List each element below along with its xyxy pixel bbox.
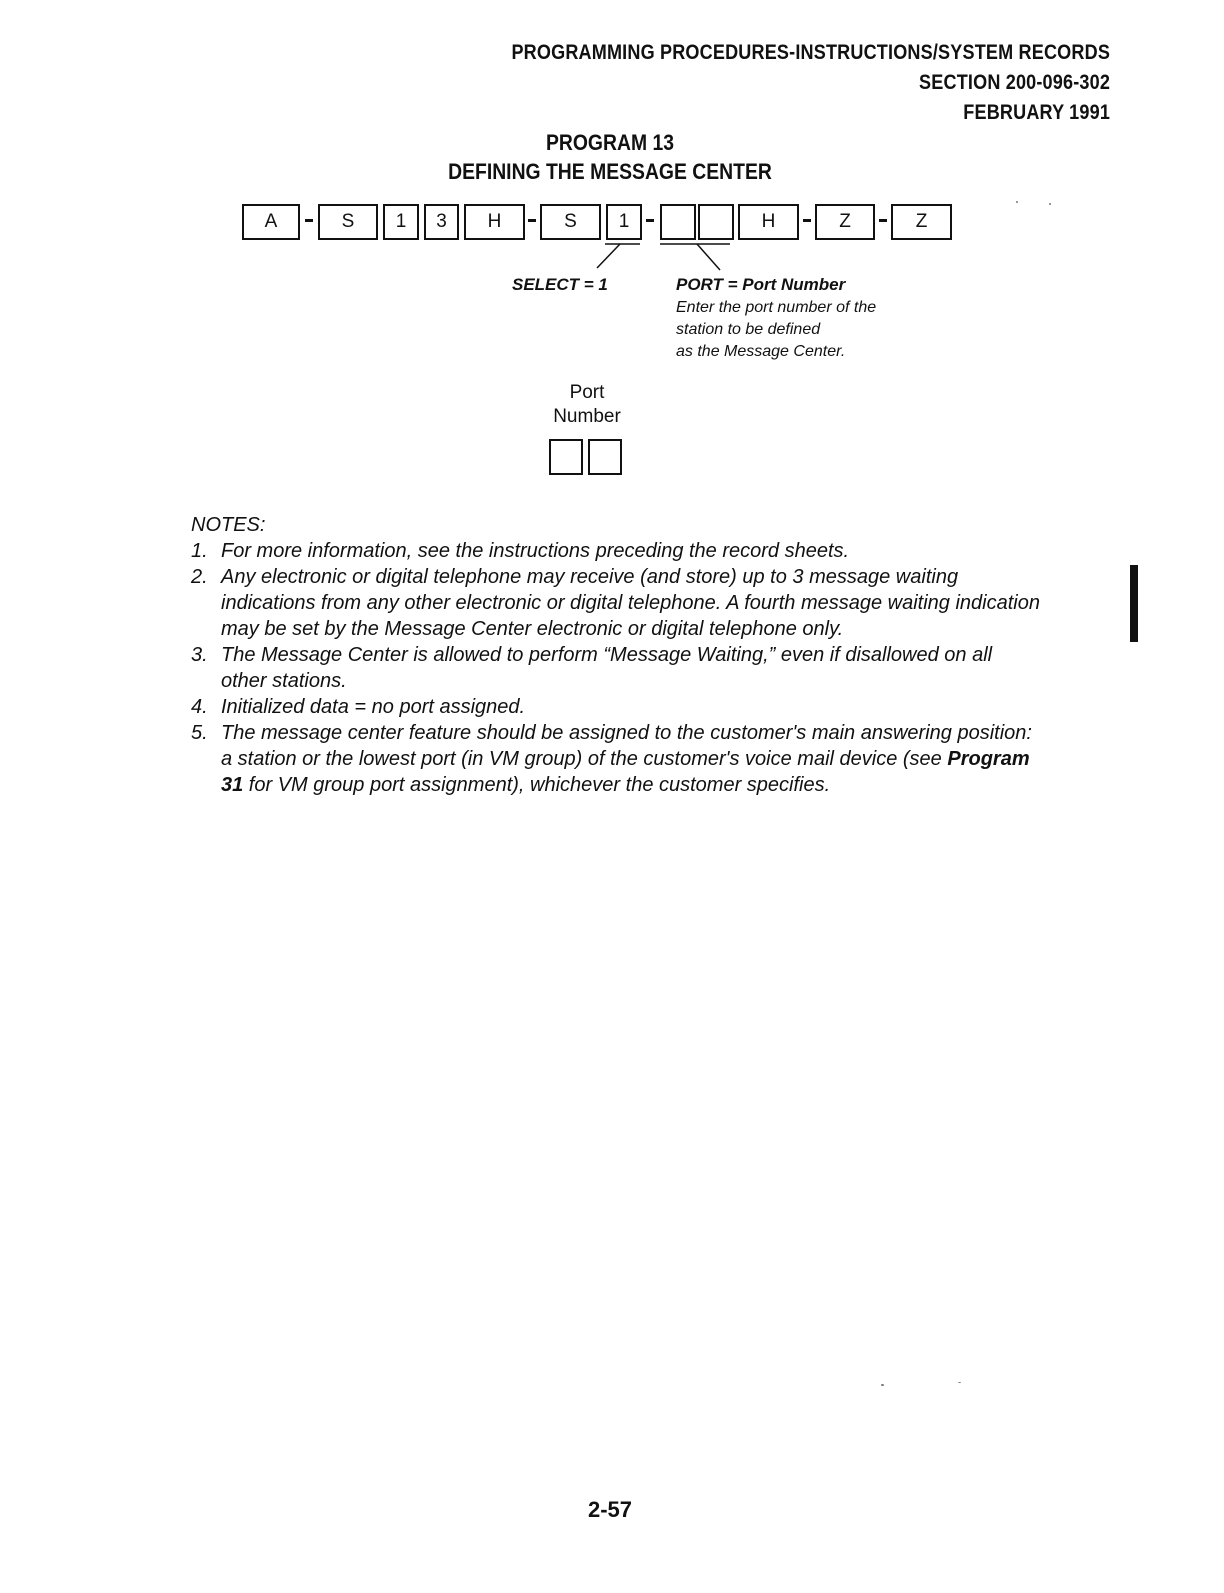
note-text-after: for VM group port assignment), whichever the customer specifies. xyxy=(243,774,831,796)
scan-speck xyxy=(958,1382,961,1383)
note-number: 3. xyxy=(191,644,208,666)
key-box: 1 xyxy=(383,204,419,240)
note-item xyxy=(191,642,1041,694)
note-item xyxy=(191,720,1041,798)
key-box: Z xyxy=(891,204,952,240)
port-number-box xyxy=(588,439,622,475)
program-number: PROGRAM 13 xyxy=(545,130,675,155)
header-date: FEBRUARY 1991 xyxy=(963,101,1110,124)
select-label: SELECT = 1 xyxy=(512,275,608,294)
program-name: DEFINING THE MESSAGE CENTER xyxy=(448,159,772,184)
page-number: 2-57 xyxy=(587,1497,633,1522)
key-box: H xyxy=(464,204,525,240)
note-item xyxy=(191,564,1041,642)
note-number: 2. xyxy=(191,566,208,588)
port-description xyxy=(676,297,876,363)
port-number-label-line2: Number xyxy=(553,406,621,427)
scan-speck xyxy=(1049,203,1051,205)
note-text-before: The message center feature should be assigned to the customer's main answering position: a station or the lowest port (in VM group) of the customer's voice mail device (see xyxy=(221,722,1032,770)
note-text: Any electronic or digital telephone may receive (and store) up to 3 message waiting indications from any other electronic or digital telephone. A fourth message waiting indication may be set by the Message Center electronic or digital telephone only. xyxy=(221,566,1040,640)
notes-section xyxy=(191,512,1041,798)
note-number: 5. xyxy=(191,722,208,744)
port-number-box xyxy=(549,439,583,475)
program-reference: Program 31 xyxy=(221,748,1030,796)
key-box: 1 xyxy=(606,204,642,240)
port-label: PORT = Port Number xyxy=(676,275,846,294)
note-text: For more information, see the instructions preceding the record sheets. xyxy=(221,540,850,562)
note-number: 1. xyxy=(191,540,208,562)
key-box: S xyxy=(318,204,378,240)
notes-title: NOTES: xyxy=(191,514,266,536)
port-description-line: station to be defined xyxy=(676,321,821,338)
key-box: Z xyxy=(815,204,875,240)
scan-speck xyxy=(1016,201,1018,203)
note-number: 4. xyxy=(191,696,208,718)
select-pointer-line xyxy=(597,244,620,268)
header-title: PROGRAMMING PROCEDURES-INSTRUCTIONS/SYSTEM RECORDS xyxy=(511,41,1110,64)
change-bar xyxy=(1130,565,1138,642)
port-number-label xyxy=(527,381,647,429)
key-box: 3 xyxy=(424,204,459,240)
port-pointer-line xyxy=(697,244,720,270)
note-item xyxy=(191,694,1041,720)
port-description-line: Enter the port number of the xyxy=(676,299,877,316)
key-box: A xyxy=(242,204,300,240)
port-number-label-line1: Port xyxy=(569,382,605,403)
port-description-line: as the Message Center. xyxy=(676,343,846,360)
header-section: SECTION 200-096-302 xyxy=(919,71,1110,94)
note-text: Initialized data = no port assigned. xyxy=(221,696,526,718)
note-item xyxy=(191,538,1041,564)
key-box: H xyxy=(738,204,799,240)
scan-speck xyxy=(881,1384,884,1386)
note-text: The Message Center is allowed to perform “Message Waiting,” even if disallowed on all other stations. xyxy=(221,644,993,692)
pointer-lines xyxy=(0,0,1224,300)
key-box: S xyxy=(540,204,601,240)
